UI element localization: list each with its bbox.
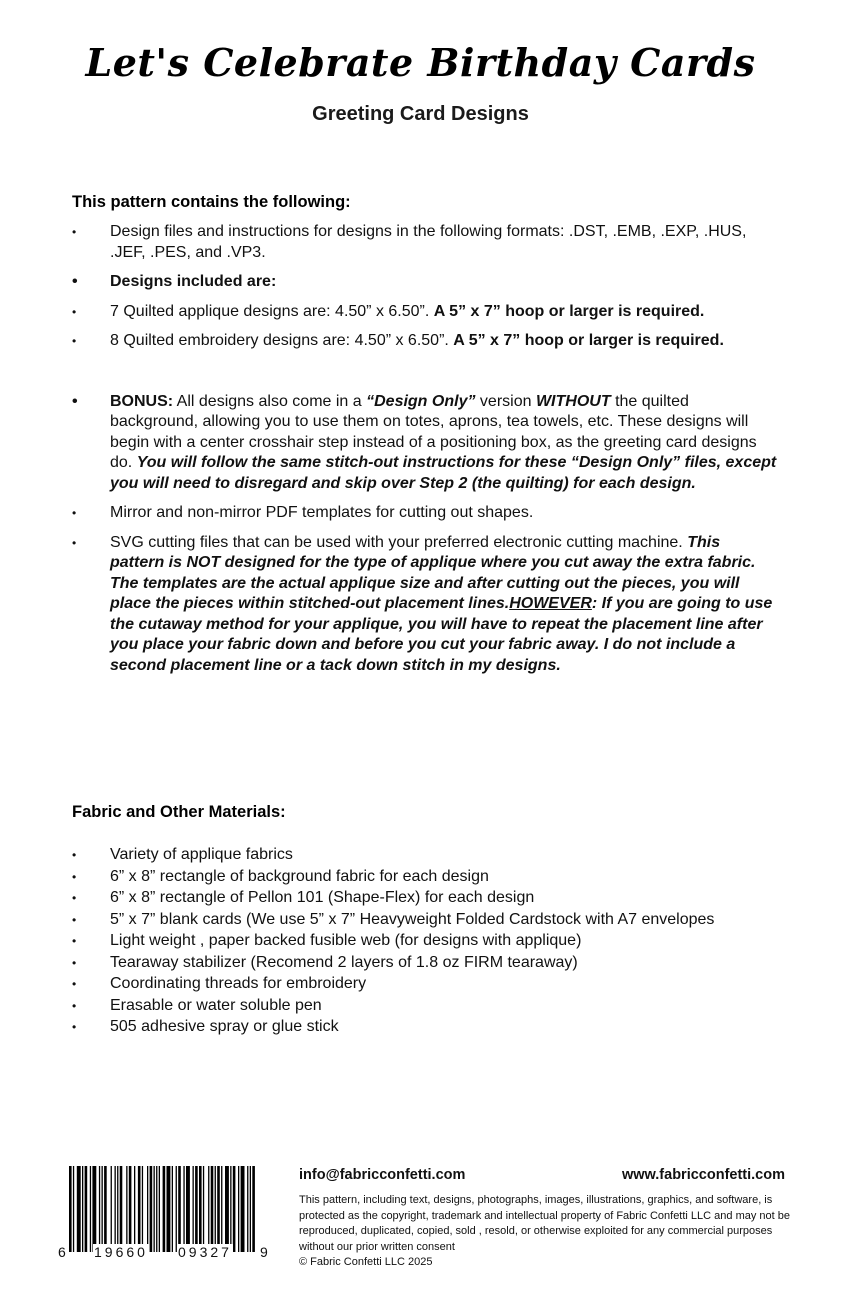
- svg-however: HOWEVER: [509, 595, 592, 612]
- barcode-bar: [92, 1166, 96, 1252]
- bonus-instructions: You will follow the same stitch-out instructions for these “Design Only” files, except you will need to disregard and skip over Step 2 (the quilting) for each design.: [110, 454, 777, 492]
- embroidery-designs-text: 8 Quilted embroidery designs are: 4.50” x 6.50”.: [110, 332, 449, 349]
- barcode-bar: [215, 1166, 216, 1252]
- barcode-bar: [138, 1166, 141, 1252]
- bullet-icon: •: [72, 225, 77, 239]
- barcode-digit-group-left: 19660: [94, 1244, 148, 1260]
- page-subtitle: Greeting Card Designs: [312, 103, 529, 125]
- bullet-icon: •: [72, 891, 77, 905]
- pdf-templates-text: Mirror and non-mirror PDF templates for cutting out shapes.: [110, 504, 534, 521]
- barcode-bar: [156, 1166, 157, 1252]
- barcode-bar: [203, 1166, 204, 1252]
- bullet-icon: •: [72, 998, 77, 1013]
- contents-heading: This pattern contains the following:: [72, 193, 351, 211]
- bonus-text: version: [479, 392, 532, 410]
- barcode-bar: [102, 1166, 103, 1252]
- barcode-bar: [238, 1166, 239, 1252]
- contents-list: [72, 222, 777, 685]
- list-item: [72, 910, 777, 931]
- material-item: Light weight , paper backed fusible web (for designs with applique): [110, 932, 582, 949]
- list-item: [72, 302, 777, 323]
- legal-text: This pattern, including text, designs, photographs, images, illustrations, graphics, and software, is protected as the copyright, trademark and intellectual property of Fabric Confetti LLC and may not be reproduced, duplicated, copied, sold , resold, or otherwise exploited for any commercial purposes without our prior written consent: [299, 1194, 790, 1253]
- list-item: [72, 931, 777, 952]
- list-item: [72, 974, 777, 995]
- bullet-icon: •: [72, 977, 77, 991]
- bonus-design-only: “Design Only”: [366, 392, 476, 410]
- list-item: [72, 503, 777, 524]
- barcode-bar: [176, 1166, 177, 1252]
- barcode-bars: [57, 1166, 269, 1252]
- bullet-icon: •: [72, 304, 77, 319]
- barcode-bar: [211, 1166, 214, 1252]
- bonus-without: WITHOUT: [535, 392, 611, 410]
- material-item: Coordinating threads for embroidery: [110, 975, 367, 992]
- barcode-bar: [73, 1166, 74, 1252]
- barcode-bar: [250, 1166, 251, 1252]
- barcode-bar: [69, 1166, 72, 1252]
- barcode-bar: [134, 1166, 135, 1252]
- barcode-bar: [195, 1166, 198, 1252]
- barcode-digits: [57, 1244, 269, 1262]
- barcode-bar: [126, 1166, 127, 1252]
- barcode-bar: [230, 1166, 231, 1252]
- barcode-bar: [163, 1166, 166, 1252]
- barcode-bar: [167, 1166, 171, 1252]
- list-item: [72, 222, 777, 263]
- bullet-icon: •: [72, 934, 77, 948]
- footer-website-link[interactable]: www.fabricconfetti.com: [621, 1167, 785, 1183]
- barcode-bar: [221, 1166, 222, 1252]
- barcode-bar: [233, 1166, 236, 1252]
- bonus-text: the quilted background, allowing you to use them on totes, aprons, tea towels, etc. These designs will begin with a center crosshair step instead of a positioning box, as the greeting card designs do.: [110, 392, 757, 471]
- barcode-bar: [252, 1166, 255, 1252]
- bullet-icon: •: [72, 273, 78, 290]
- barcode-bar: [225, 1166, 229, 1252]
- barcode-bar: [147, 1166, 148, 1252]
- barcode-bar: [111, 1166, 112, 1252]
- formats-text: Design files and instructions for designs in the following formats: .DST, .EMB, .EXP, .HUS, .JEF, .PES, and .VP3.: [110, 223, 747, 261]
- bonus-text: All designs also come in a: [176, 392, 362, 410]
- material-item: 505 adhesive spray or glue stick: [110, 1018, 339, 1035]
- barcode-bar: [159, 1166, 160, 1252]
- footer-email-link[interactable]: info@fabricconfetti.com: [299, 1167, 466, 1183]
- bullet-icon: •: [72, 955, 77, 970]
- legal-notice: [299, 1193, 799, 1271]
- material-item: Variety of applique fabrics: [110, 846, 293, 863]
- list-item: [72, 272, 777, 293]
- barcode-bar: [129, 1166, 132, 1252]
- barcode-digit-first: 6: [58, 1244, 66, 1260]
- barcode-bar: [217, 1166, 220, 1252]
- list-item: [72, 331, 777, 352]
- list-item: [72, 533, 777, 677]
- list-item: [72, 867, 777, 888]
- bullet-icon: •: [72, 869, 77, 884]
- page-title: Let's Celebrate Birthday Cards: [85, 40, 756, 85]
- bonus-label: BONUS:: [110, 392, 174, 410]
- material-item: 5” x 7” blank cards (We use 5” x 7” Heavyweight Folded Cardstock with A7 envelopes: [110, 910, 715, 928]
- barcode-bar: [120, 1166, 123, 1252]
- designs-included-text: Designs included are:: [110, 273, 277, 290]
- bullet-icon: •: [72, 506, 77, 520]
- svg-text: SVG cutting files that can be used with your preferred electronic cutting machine.: [110, 533, 683, 551]
- barcode-bar: [247, 1166, 248, 1252]
- barcode-bar: [241, 1166, 245, 1252]
- material-item: Erasable or water soluble pen: [110, 996, 322, 1014]
- barcode-bar: [154, 1166, 155, 1252]
- barcode-bar: [90, 1166, 91, 1252]
- barcode-bar: [178, 1166, 181, 1252]
- applique-hoop-text: A 5” x 7” hoop or larger is required.: [433, 302, 705, 320]
- barcode-bar: [186, 1166, 190, 1252]
- barcode-bar: [150, 1166, 153, 1252]
- list-item: [72, 996, 777, 1017]
- barcode-bar: [208, 1166, 209, 1252]
- svg-note: This pattern is NOT designed for the type of applique where you cut away the extra fabric. The templates are the actual applique size and after cutting out the pieces, you will place the pieces within stitched-out placement lines.: [110, 533, 756, 612]
- material-item: Tearaway stabilizer (Recomend 2 layers of 1.8 oz FIRM tearaway): [110, 953, 578, 971]
- barcode-bar: [115, 1166, 116, 1252]
- barcode-digit-group-right: 09327: [178, 1244, 232, 1260]
- list-item: [72, 1017, 777, 1038]
- svg-note-cont: : If you are going to use the cutaway method for your applique, you will have to repeat the placement line after you place your fabric down and before you cut your fabric away. I do not include a second placement line or a tack down stitch in my designs.: [110, 595, 773, 674]
- barcode: [57, 1166, 269, 1262]
- bullet-icon: •: [72, 392, 78, 410]
- embroidery-hoop-text: A 5” x 7” hoop or larger is required.: [453, 332, 724, 349]
- materials-heading: Fabric and Other Materials:: [72, 803, 286, 821]
- list-item: [72, 845, 777, 866]
- list-item: [72, 953, 777, 974]
- barcode-bar: [82, 1166, 83, 1252]
- barcode-bar: [104, 1166, 107, 1252]
- applique-designs-text: 7 Quilted applique designs are: 4.50” x 6.50”.: [110, 302, 430, 320]
- bullet-icon: •: [72, 334, 77, 348]
- list-item: [72, 392, 777, 495]
- bullet-icon: •: [72, 1020, 77, 1034]
- barcode-bar: [183, 1166, 184, 1252]
- barcode-bar: [85, 1166, 88, 1252]
- copyright-text: © Fabric Confetti LLC 2025: [299, 1256, 433, 1268]
- barcode-bar: [99, 1166, 100, 1252]
- barcode-bar: [117, 1166, 118, 1252]
- bullet-icon: •: [72, 848, 77, 862]
- barcode-bar: [199, 1166, 202, 1252]
- material-item: 6” x 8” rectangle of Pellon 101 (Shape-Flex) for each design: [110, 889, 535, 906]
- bullet-icon: •: [72, 912, 77, 927]
- bullet-icon: •: [72, 535, 77, 550]
- barcode-bar: [142, 1166, 143, 1252]
- barcode-bar: [172, 1166, 173, 1252]
- barcode-bar: [193, 1166, 194, 1252]
- material-item: 6” x 8” rectangle of background fabric for each design: [110, 867, 489, 885]
- materials-list: [72, 845, 777, 1039]
- list-item: [72, 888, 777, 909]
- barcode-bar: [77, 1166, 81, 1252]
- barcode-digit-last: 9: [260, 1244, 268, 1260]
